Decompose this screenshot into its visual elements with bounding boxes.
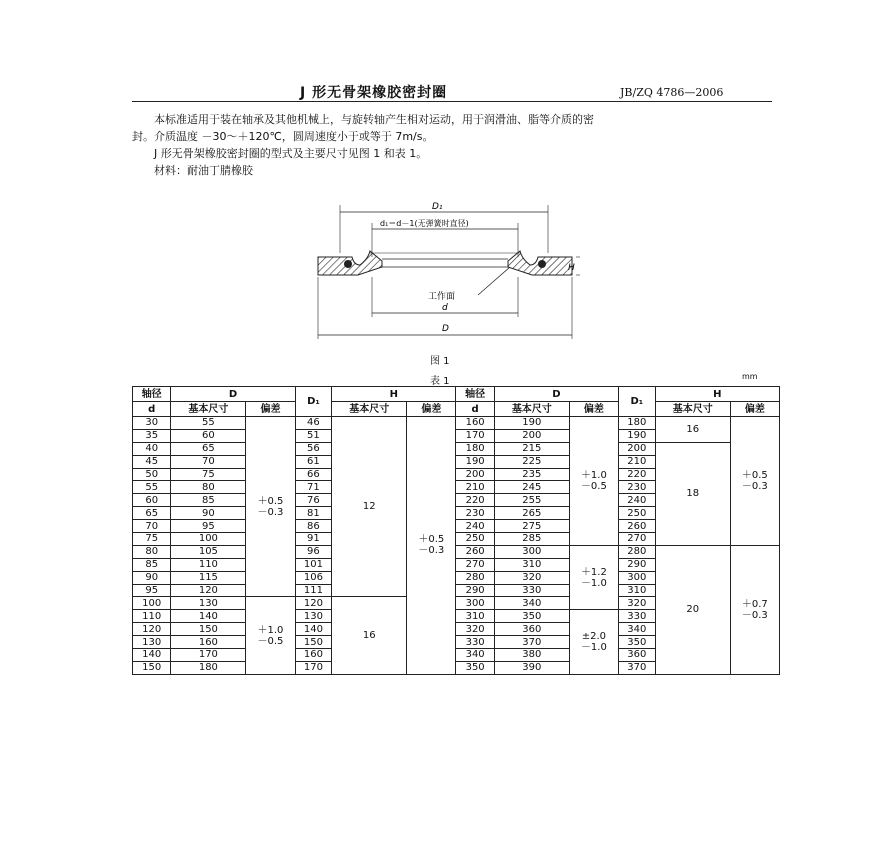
cell-D1: 240 xyxy=(618,494,655,507)
cell-D1: 86 xyxy=(295,520,332,533)
cell-D: 120 xyxy=(171,584,246,597)
cell-D1: 66 xyxy=(295,468,332,481)
col-H-dev: 偏差 xyxy=(407,402,456,417)
cell-d: 280 xyxy=(456,571,494,584)
col-shaft: 轴径 xyxy=(133,387,171,402)
cell-d: 40 xyxy=(133,442,171,455)
cell-d: 160 xyxy=(456,417,494,430)
cell-d: 210 xyxy=(456,481,494,494)
col-D-dev-r: 偏差 xyxy=(569,402,618,417)
cell-d: 330 xyxy=(456,636,494,649)
cell-D1: 370 xyxy=(618,661,655,674)
cell-D: 380 xyxy=(494,649,569,662)
cell-D1: 61 xyxy=(295,455,332,468)
label-H: H xyxy=(568,263,575,273)
cell-D1: 56 xyxy=(295,442,332,455)
cell-d: 270 xyxy=(456,558,494,571)
cell-D: 265 xyxy=(494,507,569,520)
figure-caption: 图 1 xyxy=(430,356,450,367)
intro-line-2: 封。介质温度 －30～＋120℃，圆周速度小于或等于 7m/s。 xyxy=(132,130,434,143)
cell-d: 150 xyxy=(133,661,171,674)
cell-d: 170 xyxy=(456,429,494,442)
cell-d: 90 xyxy=(133,571,171,584)
cell-D1: 340 xyxy=(618,623,655,636)
cell-D1: 250 xyxy=(618,507,655,520)
label-d: d xyxy=(442,303,448,313)
col-D: D xyxy=(171,387,295,402)
cell-D: 170 xyxy=(171,649,246,662)
cell-D1: 200 xyxy=(618,442,655,455)
cell-D1: 140 xyxy=(295,623,332,636)
cell-D: 200 xyxy=(494,429,569,442)
cell-D1: 81 xyxy=(295,507,332,520)
cell-d: 95 xyxy=(133,584,171,597)
cell-D1: 130 xyxy=(295,610,332,623)
cell-d: 260 xyxy=(456,545,494,558)
cell-d: 200 xyxy=(456,468,494,481)
cell-D: 190 xyxy=(494,417,569,430)
cell-d: 140 xyxy=(133,649,171,662)
cell-D1: 180 xyxy=(618,417,655,430)
table-unit: mm xyxy=(742,372,758,381)
cell-D: 245 xyxy=(494,481,569,494)
col-D-r: D xyxy=(494,387,618,402)
cell-D: 90 xyxy=(171,507,246,520)
col-D1-r: D₁ xyxy=(618,387,655,417)
cell-D1: 350 xyxy=(618,636,655,649)
col-D-basic: 基本尺寸 xyxy=(171,402,246,417)
table-row xyxy=(133,417,780,430)
label-d1: d₁＝d－1(无弹簧时直径) xyxy=(380,219,469,228)
label-D: D xyxy=(442,324,449,334)
cell-H-dev: ＋0.7 －0.3 xyxy=(730,545,779,674)
cell-D: 360 xyxy=(494,623,569,636)
table-row xyxy=(133,442,780,455)
cell-D: 60 xyxy=(171,429,246,442)
intro-material: 材料：耐油丁腈橡胶 xyxy=(154,164,253,177)
table-caption: 表 1 xyxy=(430,376,450,387)
cell-D: 235 xyxy=(494,468,569,481)
label-D1: D₁ xyxy=(432,202,443,212)
cell-D1: 330 xyxy=(618,610,655,623)
cell-D: 160 xyxy=(171,636,246,649)
cell-d: 75 xyxy=(133,533,171,546)
cell-D1: 150 xyxy=(295,636,332,649)
cell-D: 70 xyxy=(171,455,246,468)
cell-D: 55 xyxy=(171,417,246,430)
cell-D: 255 xyxy=(494,494,569,507)
cell-D: 340 xyxy=(494,597,569,610)
cell-D1: 310 xyxy=(618,584,655,597)
cell-D: 320 xyxy=(494,571,569,584)
col-H-r: H xyxy=(655,387,779,402)
cell-d: 230 xyxy=(456,507,494,520)
cell-d: 310 xyxy=(456,610,494,623)
cell-D-dev: ＋1.0 －0.5 xyxy=(569,417,618,546)
col-H-dev-r: 偏差 xyxy=(730,402,779,417)
cell-D: 370 xyxy=(494,636,569,649)
cell-D: 95 xyxy=(171,520,246,533)
cell-d: 190 xyxy=(456,455,494,468)
cell-H: 16 xyxy=(332,597,407,674)
cell-d: 30 xyxy=(133,417,171,430)
cell-d: 320 xyxy=(456,623,494,636)
cell-d: 80 xyxy=(133,545,171,558)
cell-D-dev: ±2.0 －1.0 xyxy=(569,610,618,674)
cell-D: 130 xyxy=(171,597,246,610)
cell-D: 80 xyxy=(171,481,246,494)
cell-D: 100 xyxy=(171,533,246,546)
col-H-basic: 基本尺寸 xyxy=(332,402,407,417)
cell-d: 70 xyxy=(133,520,171,533)
cell-D1: 46 xyxy=(295,417,332,430)
cell-D1: 320 xyxy=(618,597,655,610)
cell-d: 220 xyxy=(456,494,494,507)
col-D-dev: 偏差 xyxy=(246,402,295,417)
cell-D: 300 xyxy=(494,545,569,558)
col-H-basic-r: 基本尺寸 xyxy=(655,402,730,417)
col-shaft-r: 轴径 xyxy=(456,387,494,402)
cell-D1: 71 xyxy=(295,481,332,494)
cell-d: 300 xyxy=(456,597,494,610)
cell-D1: 290 xyxy=(618,558,655,571)
cell-D1: 120 xyxy=(295,597,332,610)
cell-D: 350 xyxy=(494,610,569,623)
cell-D1: 300 xyxy=(618,571,655,584)
cell-H: 16 xyxy=(655,417,730,443)
table-row xyxy=(133,545,780,558)
col-D1: D₁ xyxy=(295,387,332,417)
cell-d: 45 xyxy=(133,455,171,468)
cell-D1: 360 xyxy=(618,649,655,662)
cell-d: 100 xyxy=(133,597,171,610)
col-H: H xyxy=(332,387,456,402)
cell-D: 215 xyxy=(494,442,569,455)
cell-D: 285 xyxy=(494,533,569,546)
cell-d: 250 xyxy=(456,533,494,546)
cell-D: 225 xyxy=(494,455,569,468)
cell-D: 275 xyxy=(494,520,569,533)
cell-D: 330 xyxy=(494,584,569,597)
document-title: J 形无骨架橡胶密封圈 xyxy=(300,85,448,101)
cell-D-dev: ＋0.5 －0.3 xyxy=(246,417,295,597)
cell-D-dev: ＋1.0 －0.5 xyxy=(246,597,295,674)
cell-D1: 96 xyxy=(295,545,332,558)
cell-d: 50 xyxy=(133,468,171,481)
cell-D1: 210 xyxy=(618,455,655,468)
cell-D1: 220 xyxy=(618,468,655,481)
cell-d: 130 xyxy=(133,636,171,649)
cell-d: 55 xyxy=(133,481,171,494)
cell-H-dev: ＋0.5 －0.3 xyxy=(407,417,456,675)
dimension-table xyxy=(132,386,780,675)
cell-D: 390 xyxy=(494,661,569,674)
cell-D-dev: ＋1.2 －1.0 xyxy=(569,545,618,609)
cell-D1: 270 xyxy=(618,533,655,546)
cell-D1: 106 xyxy=(295,571,332,584)
cell-D1: 101 xyxy=(295,558,332,571)
label-working-face: 工作面 xyxy=(428,292,456,302)
cell-D: 115 xyxy=(171,571,246,584)
intro-line-3: J 形无骨架橡胶密封圈的型式及主要尺寸见图 1 和表 1。 xyxy=(154,147,428,160)
cell-D: 310 xyxy=(494,558,569,571)
cell-D1: 260 xyxy=(618,520,655,533)
cell-D: 105 xyxy=(171,545,246,558)
standard-number: JB/ZQ 4786—2006 xyxy=(620,86,724,99)
cell-d: 340 xyxy=(456,649,494,662)
cell-d: 35 xyxy=(133,429,171,442)
cell-D1: 91 xyxy=(295,533,332,546)
cell-D: 180 xyxy=(171,661,246,674)
cell-D1: 230 xyxy=(618,481,655,494)
cell-d: 180 xyxy=(456,442,494,455)
cell-d: 85 xyxy=(133,558,171,571)
cell-D1: 190 xyxy=(618,429,655,442)
cell-D: 85 xyxy=(171,494,246,507)
cell-d: 110 xyxy=(133,610,171,623)
cell-D1: 51 xyxy=(295,429,332,442)
cell-H: 12 xyxy=(332,417,407,597)
cell-H: 18 xyxy=(655,442,730,545)
cell-D1: 170 xyxy=(295,661,332,674)
cell-D: 65 xyxy=(171,442,246,455)
cell-D: 75 xyxy=(171,468,246,481)
cell-D1: 280 xyxy=(618,545,655,558)
cell-H-dev: ＋0.5 －0.3 xyxy=(730,417,779,546)
intro-line-1: 本标准适用于装在轴承及其他机械上，与旋转轴产生相对运动，用于润滑油、脂等介质的密 xyxy=(154,113,594,126)
cell-d: 120 xyxy=(133,623,171,636)
cell-D: 150 xyxy=(171,623,246,636)
cell-d: 60 xyxy=(133,494,171,507)
cell-d: 240 xyxy=(456,520,494,533)
cell-H: 20 xyxy=(655,545,730,674)
cell-D: 110 xyxy=(171,558,246,571)
cell-d: 290 xyxy=(456,584,494,597)
cell-d: 65 xyxy=(133,507,171,520)
header-rule xyxy=(132,101,772,102)
col-d-r: d xyxy=(456,402,494,417)
cell-D1: 160 xyxy=(295,649,332,662)
seal-drawing xyxy=(310,195,580,345)
cell-D1: 111 xyxy=(295,584,332,597)
col-D-basic-r: 基本尺寸 xyxy=(494,402,569,417)
cell-D: 140 xyxy=(171,610,246,623)
cell-D1: 76 xyxy=(295,494,332,507)
cell-d: 350 xyxy=(456,661,494,674)
col-d: d xyxy=(133,402,171,417)
